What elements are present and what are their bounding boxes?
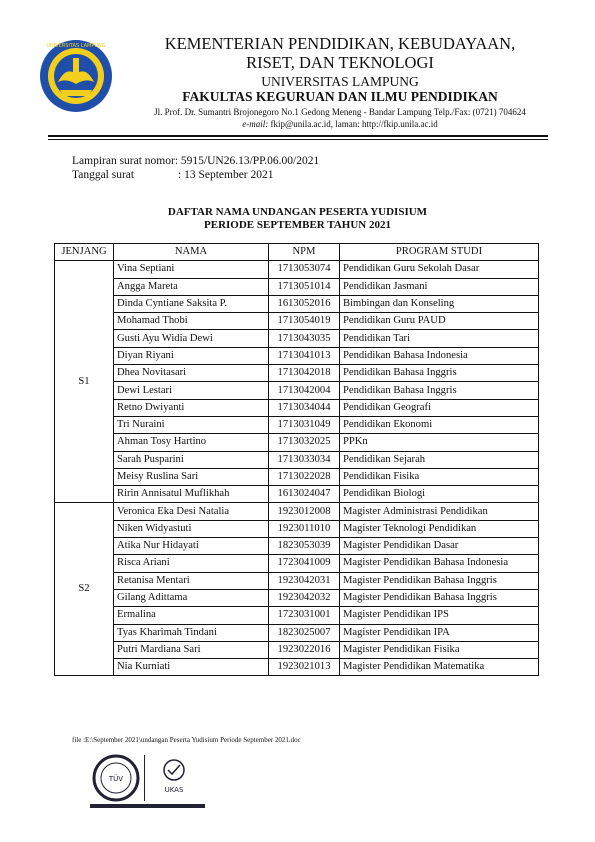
table-row <box>55 451 539 468</box>
table-row <box>55 659 539 676</box>
table-row <box>55 416 539 433</box>
program-studi-cell: Magister Pendidikan IPS <box>340 607 539 624</box>
table-row <box>55 468 539 485</box>
name-cell: Nia Kurniati <box>114 659 269 676</box>
name-cell: Angga Mareta <box>114 278 269 295</box>
npm-cell: 1713051014 <box>269 278 340 295</box>
table-row <box>55 624 539 641</box>
program-studi-cell: Pendidikan Jasmani <box>340 278 539 295</box>
name-cell: Veronica Eka Desi Natalia <box>114 503 269 520</box>
program-studi-cell: Magister Pendidikan Bahasa Inggris <box>340 572 539 589</box>
name-cell: Dewi Lestari <box>114 382 269 399</box>
program-studi-cell: Magister Pendidikan Dasar <box>340 538 539 555</box>
header-npm: NPM <box>269 244 340 261</box>
npm-cell: 1923042031 <box>269 572 340 589</box>
certification-caption-bar <box>90 804 205 808</box>
svg-text:UNIVERSITAS LAMPUNG: UNIVERSITAS LAMPUNG <box>46 43 106 49</box>
contact-text: fkip@unila.ac.id, laman: http://fkip.unila.ac.id <box>268 119 438 129</box>
npm-cell: 1923021013 <box>269 659 340 676</box>
table-row <box>55 261 539 278</box>
header-university: UNIVERSITAS LAMPUNG <box>261 74 419 89</box>
participants-table <box>54 243 539 676</box>
npm-cell: 1713032025 <box>269 434 340 451</box>
svg-text:UKAS: UKAS <box>164 786 184 794</box>
npm-cell: 1823025007 <box>269 624 340 641</box>
name-cell: Tyas Kharimah Tindani <box>114 624 269 641</box>
header-ministry-line1: KEMENTERIAN PENDIDIKAN, KEBUDAYAAN, <box>164 34 516 53</box>
contact-label: e-mail: <box>242 119 269 129</box>
table-row <box>55 486 539 503</box>
jenjang-cell: S1 <box>55 261 114 503</box>
header-nama: NAMA <box>114 244 269 261</box>
name-cell: Atika Nur Hidayati <box>114 538 269 555</box>
table-row <box>55 295 539 312</box>
table-row <box>55 589 539 606</box>
name-cell: Putri Mardiana Sari <box>114 641 269 658</box>
npm-cell: 1713053074 <box>269 261 340 278</box>
document-title: DAFTAR NAMA UNDANGAN PESERTA YUDISIUM <box>167 206 428 218</box>
npm-cell: 1613052016 <box>269 295 340 312</box>
table-row <box>55 313 539 330</box>
table-row <box>55 555 539 572</box>
name-cell: Risca Ariani <box>114 555 269 572</box>
program-studi-cell: Magister Pendidikan Fisika <box>340 641 539 658</box>
header-rule-thick <box>48 135 548 137</box>
header-faculty: FAKULTAS KEGURUAN DAN ILMU PENDIDIKAN <box>182 89 498 104</box>
program-studi-cell: Magister Pendidikan Bahasa Indonesia <box>340 555 539 572</box>
name-cell: Dinda Cyntiane Saksita P. <box>114 295 269 312</box>
name-cell: Tri Nuraini <box>114 416 269 433</box>
table-header-row <box>55 244 539 261</box>
table-row <box>55 382 539 399</box>
npm-cell: 1923011010 <box>269 520 340 537</box>
table-row <box>55 278 539 295</box>
table-row <box>55 434 539 451</box>
lampiran-line: Lampiran surat nomor: 5915/UN26.13/PP.06.00/2021 <box>72 155 320 167</box>
program-studi-cell: Magister Administrasi Pendidikan <box>340 503 539 520</box>
name-cell: Ermalina <box>114 607 269 624</box>
program-studi-cell: Pendidikan Tari <box>340 330 539 347</box>
table-row <box>55 572 539 589</box>
program-studi-cell: Pendidikan Bahasa Indonesia <box>340 347 539 364</box>
tanggal-label: Tanggal surat <box>72 169 135 181</box>
name-cell: Mohamad Thobi <box>114 313 269 330</box>
jenjang-cell: S2 <box>55 503 114 676</box>
table-row <box>55 607 539 624</box>
university-logo <box>36 38 116 114</box>
program-studi-cell: Pendidikan Guru PAUD <box>340 313 539 330</box>
program-studi-cell: Magister Pendidikan IPA <box>340 624 539 641</box>
npm-cell: 1923022016 <box>269 641 340 658</box>
npm-cell: 1713041013 <box>269 347 340 364</box>
tanggal-value: : 13 September 2021 <box>178 169 274 181</box>
name-cell: Retno Dwiyanti <box>114 399 269 416</box>
npm-cell: 1713031049 <box>269 416 340 433</box>
program-studi-cell: Magister Teknologi Pendidikan <box>340 520 539 537</box>
program-studi-cell: PPKn <box>340 434 539 451</box>
name-cell: Gilang Adittama <box>114 589 269 606</box>
npm-cell: 1923042032 <box>269 589 340 606</box>
name-cell: Ahman Tosy Hartino <box>114 434 269 451</box>
program-studi-cell: Pendidikan Bahasa Inggris <box>340 382 539 399</box>
name-cell: Sarah Pusparini <box>114 451 269 468</box>
program-studi-cell: Pendidikan Biologi <box>340 486 539 503</box>
header-address: Jl. Prof. Dr. Sumantri Brojonegoro No.1 Gedong Meneng - Bandar Lampung Telp./Fax: (0721) 704624 <box>154 107 526 117</box>
program-studi-cell: Magister Pendidikan Bahasa Inggris <box>340 589 539 606</box>
npm-cell: 1713054019 <box>269 313 340 330</box>
npm-cell: 1713042004 <box>269 382 340 399</box>
header-contact <box>110 119 570 130</box>
table-row <box>55 538 539 555</box>
header-program-studi: PROGRAM STUDI <box>340 244 539 261</box>
program-studi-cell: Magister Pendidikan Matematika <box>340 659 539 676</box>
npm-cell: 1713033034 <box>269 451 340 468</box>
table-row <box>55 365 539 382</box>
program-studi-cell: Bimbingan dan Konseling <box>340 295 539 312</box>
npm-cell: 1723031001 <box>269 607 340 624</box>
npm-cell: 1723041009 <box>269 555 340 572</box>
certification-logos <box>90 752 205 804</box>
table-row <box>55 503 539 520</box>
program-studi-cell: Pendidikan Sejarah <box>340 451 539 468</box>
name-cell: Ririn Annisatul Muflikhah <box>114 486 269 503</box>
npm-cell: 1923012008 <box>269 503 340 520</box>
tanggal-line <box>72 168 274 182</box>
npm-cell: 1613024047 <box>269 486 340 503</box>
name-cell: Retanisa Mentari <box>114 572 269 589</box>
name-cell: Gusti Ayu Widia Dewi <box>114 330 269 347</box>
header-jenjang: JENJANG <box>55 244 114 261</box>
npm-cell: 1713042018 <box>269 365 340 382</box>
table-row <box>55 399 539 416</box>
program-studi-cell: Pendidikan Fisika <box>340 468 539 485</box>
document-subtitle: PERIODE SEPTEMBER TAHUN 2021 <box>204 219 391 231</box>
table-row <box>55 641 539 658</box>
npm-cell: 1713022028 <box>269 468 340 485</box>
program-studi-cell: Pendidikan Bahasa Inggris <box>340 365 539 382</box>
name-cell: Niken Widyastuti <box>114 520 269 537</box>
file-path-footer: file :E:\September 2021\undangan Peserta Yudisium Periode September 2021.doc <box>72 736 301 744</box>
header-rule-thin <box>48 139 548 140</box>
name-cell: Dhea Novitasari <box>114 365 269 382</box>
name-cell: Diyan Riyani <box>114 347 269 364</box>
header-ministry-line2: RISET, DAN TEKNOLOGI <box>246 53 434 72</box>
table-row <box>55 330 539 347</box>
name-cell: Meisy Ruslina Sari <box>114 468 269 485</box>
program-studi-cell: Pendidikan Ekonomi <box>340 416 539 433</box>
npm-cell: 1713034044 <box>269 399 340 416</box>
program-studi-cell: Pendidikan Geografi <box>340 399 539 416</box>
name-cell: Vina Septiani <box>114 261 269 278</box>
svg-text:TÜV: TÜV <box>108 775 124 783</box>
table-row <box>55 347 539 364</box>
table-row <box>55 520 539 537</box>
program-studi-cell: Pendidikan Guru Sekolah Dasar <box>340 261 539 278</box>
table-body <box>55 261 539 676</box>
npm-cell: 1823053039 <box>269 538 340 555</box>
npm-cell: 1713043035 <box>269 330 340 347</box>
